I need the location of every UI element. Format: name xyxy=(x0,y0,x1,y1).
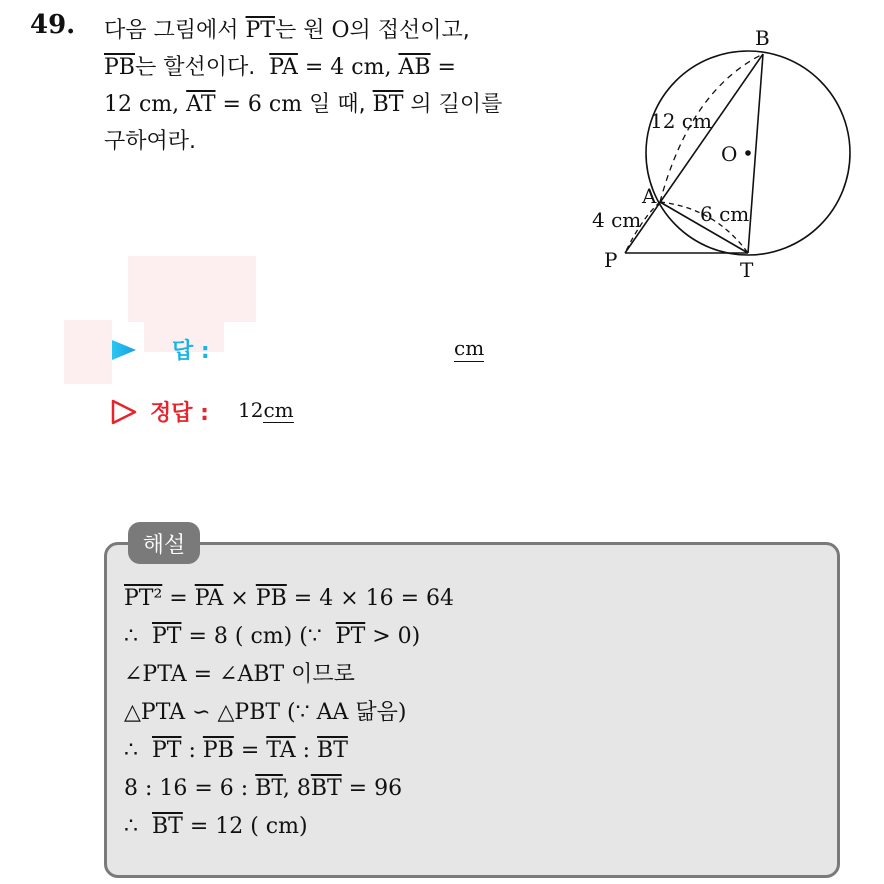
geometry-figure xyxy=(580,20,880,290)
center-point xyxy=(745,150,751,156)
solution-lines xyxy=(124,580,824,846)
text-run: × xyxy=(223,586,256,611)
text-run: ∠PTA = ∠ABT xyxy=(124,662,292,687)
correct-answer-unit: cm xyxy=(263,398,294,422)
background-highlight xyxy=(128,256,256,322)
question-line xyxy=(104,123,564,160)
text-run: ∴ xyxy=(124,814,152,839)
solution-line xyxy=(124,808,824,846)
question-number: 49. xyxy=(30,10,76,40)
answer-unit: cm xyxy=(454,336,485,360)
text-run: 일 때, xyxy=(302,92,373,117)
text-run: 12 cm, xyxy=(104,92,187,117)
label-b: B xyxy=(755,26,770,50)
text-run: 의 접선이고, xyxy=(349,18,470,43)
text-run: = 8 ( cm) (∵ xyxy=(181,624,336,649)
question-text xyxy=(104,12,564,160)
text-run: = 12 ( cm) xyxy=(182,814,308,839)
solution-line xyxy=(124,732,824,770)
question-line xyxy=(104,49,564,86)
solution-line xyxy=(124,770,824,808)
text-run: 는 할선이다. xyxy=(134,55,270,80)
correct-answer-row xyxy=(110,396,510,430)
text-run: : xyxy=(295,738,318,763)
text-run: O xyxy=(331,18,350,43)
segment-notation: $\overline{PB}$ xyxy=(104,55,135,80)
text-run: 8 : 16 = 6 : xyxy=(124,776,256,801)
text-run: , 8 xyxy=(282,776,311,801)
label-pa-length: 4 cm xyxy=(592,208,642,232)
segment-notation: $\overline{PA}$ xyxy=(194,586,224,611)
solution-line xyxy=(124,656,824,694)
correct-answer-value xyxy=(238,398,294,422)
segment-notation: $\overline{PT}$ xyxy=(245,18,275,43)
solution-line xyxy=(124,618,824,656)
segment-notation: $\overline{AB}$ xyxy=(398,55,431,80)
correct-answer-label: 정답 : xyxy=(150,401,209,426)
answer-row xyxy=(110,334,510,368)
label-at-length: 6 cm xyxy=(700,202,750,226)
text-run: ) xyxy=(397,700,407,725)
correct-answer-number: 12 xyxy=(238,398,264,422)
text-run: ∴ xyxy=(124,624,152,649)
text-run: 다음 그림에서 xyxy=(104,18,246,43)
segment-notation: $\overline{BT}$ xyxy=(317,738,348,763)
question-line xyxy=(104,86,564,123)
text-run: = 4 × 16 = 64 xyxy=(286,586,455,611)
text-run: > 0) xyxy=(365,624,421,649)
segment-notation: $\overline{BT}$ xyxy=(372,92,404,117)
segment-notation: $\overline{AT}$ xyxy=(186,92,216,117)
segment-notation: $\overline{BT}$ xyxy=(310,776,342,801)
segment-notation: $\overline{PB}$ xyxy=(202,738,234,763)
segment-notation: $\overline{PT}$ xyxy=(335,624,366,649)
background-highlight xyxy=(64,320,112,384)
segment-notation: $\overline{PA}$ xyxy=(269,55,298,80)
text-run: 이므로 xyxy=(291,662,355,687)
text-run: ∴ xyxy=(124,738,152,763)
segment-notation: $\overline{PT}$ xyxy=(151,624,182,649)
text-run: : xyxy=(181,738,203,763)
text-run: 구하여라. xyxy=(104,129,197,154)
solution-line xyxy=(124,694,824,732)
label-ab-length: 12 cm xyxy=(650,109,712,133)
text-run: = xyxy=(233,738,267,763)
label-p: P xyxy=(604,248,618,272)
text-run: 닮음 xyxy=(355,700,398,725)
text-run: = 96 xyxy=(341,776,403,801)
text-run: = 6 cm xyxy=(215,92,303,117)
segment-notation: $\overline{BT}$ xyxy=(151,814,183,839)
text-run: 는 원 xyxy=(274,18,332,43)
text-run: = xyxy=(430,55,456,80)
solution-line xyxy=(124,580,824,618)
text-run: △PTA ∽ △PBT (∵ AA xyxy=(124,700,356,725)
segment-notation: $\overline{BT}$ xyxy=(255,776,283,801)
text-run: = xyxy=(162,586,195,611)
segment-notation: $\overline{PT}$ xyxy=(151,738,182,763)
play-arrow-icon xyxy=(110,338,138,362)
label-t: T xyxy=(740,258,754,282)
segment-notation: $\overline{PB}$ xyxy=(255,586,287,611)
text-run: = 4 cm, xyxy=(297,55,399,80)
outline-arrow-icon xyxy=(110,399,138,425)
segment-notation: PT² xyxy=(124,586,163,611)
label-a: A xyxy=(642,184,657,208)
question-line xyxy=(104,12,564,49)
answer-label: 답 : xyxy=(172,339,210,364)
solution-tag: 해설 xyxy=(128,522,200,564)
text-run: 의 길이를 xyxy=(403,92,503,117)
label-o: O xyxy=(721,142,738,166)
segment-notation: $\overline{TA}$ xyxy=(266,738,296,763)
